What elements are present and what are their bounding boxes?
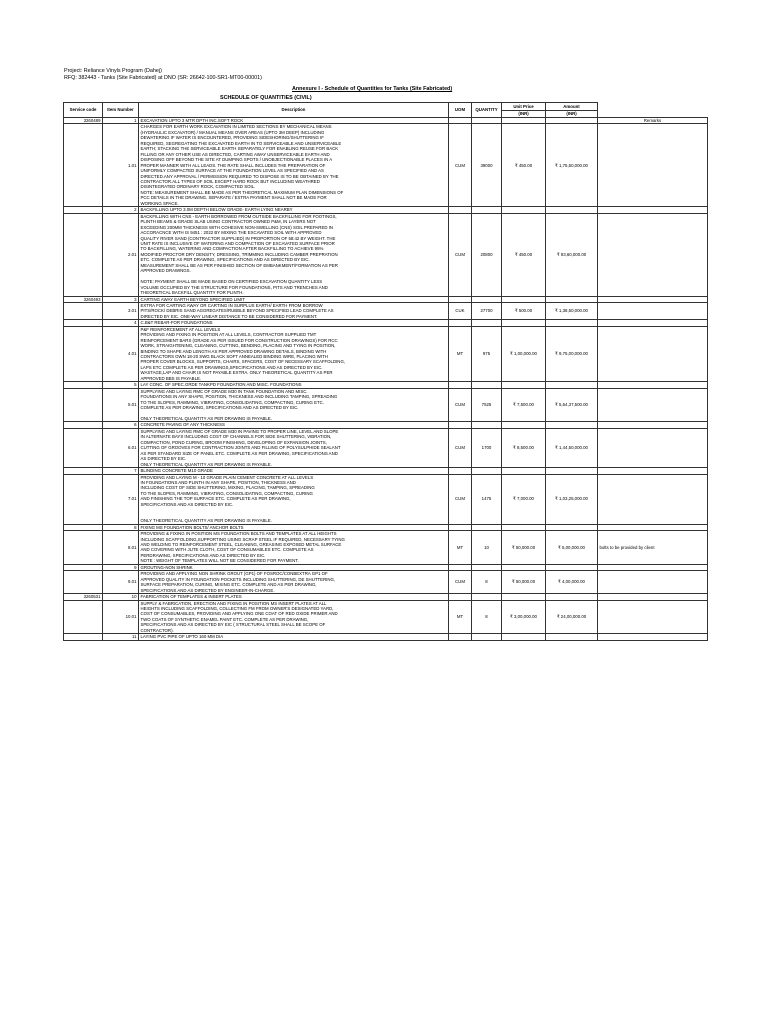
table-row (64, 474, 708, 524)
quantity-cell: 7525 (472, 388, 502, 422)
table-row (64, 124, 708, 207)
description-cell: C.B&T REBAR-FOR FOUNDATIONS (139, 320, 449, 326)
table-row (64, 428, 708, 467)
item-number-cell: 3.01 (103, 302, 139, 319)
uom-cell: CUM (449, 388, 472, 422)
unit-price-cell: ₹ 3,00,000.00 (502, 600, 546, 634)
description-cell: EXTRA FOR CARTING AWAY OR CARTING IN SURPLUS EARTH/ EARTH FROM BORROW PITS/ROCK/ DEBRIS SAND AGGREGATES/RUBBLE BEYOND SPECIFIED LEAD COMPLETE AS DIRECTED BY EIC. ONE-WAY LINEAR DISTANCE TO BE CONSIDERED FOR PAYMENT. (139, 302, 449, 319)
remarks-cell (598, 124, 708, 207)
description-cell: BLINDING CONCRETE M10 GRADE (139, 468, 449, 474)
col-header-unit-price: Unit Price (502, 103, 546, 111)
quantity-cell (472, 634, 502, 640)
item-number-cell: 5.01 (103, 388, 139, 422)
col-header-amount-unit: (INR) (546, 111, 598, 118)
description-cell: P&F REINFORCEMENT AT ALL LEVELS PROVIDING AND FIXING IN POSITION AT ALL LEVELS, CONTRACTOR SUPPLIED TMT REINFORCEMENT BARS (GRADE AS PER ISSUED FOR CONSTRUCTION DRAWINGS) FOR RCC WORK, STRAIGHTENING, CLEANING, CUTTING, BENDING, PLACING AND TYING IN POSITION, BINDING TO SHAPE AND LENGTH AS PER APPROVED DRAWING DETAILS, BINDING WITH CONTRACTORS OWN 18-20 SWG BLACK SOFT ANNEALED BINDING WIRE, PLACING WITH PROPER COVER BLOCKS, SUPPORTS, CHAIRS, SPACERS, COST OF NECESSARY SCAFFOLDING, LAPS ETC COMPLETE AS PER DRAWINGS,SPECIFICATIONS AND AS DIRECTED BY EIC. WASTAGE,LAP AND CHAIR IS NOT PAYABLE EXTRA. ONLY THEORETICAL QUANTITY AS PER APPROVED BBS IS PAYABLE. (139, 326, 449, 382)
item-number-cell: 4 (103, 320, 139, 326)
description-cell: CARTING AWAY EARTH BEYOND SPECIFIED LIMIT (139, 296, 449, 302)
uom-cell: MT (449, 600, 472, 634)
item-number-cell: 10.01 (103, 600, 139, 634)
service-code-cell (64, 474, 103, 524)
item-number-cell: 4.01 (103, 326, 139, 382)
uom-cell (449, 634, 472, 640)
table-row (64, 302, 708, 319)
item-number-cell: 9.01 (103, 571, 139, 594)
service-code-cell (64, 388, 103, 422)
service-code-cell (64, 213, 103, 296)
schedule-title: SCHEDULE OF QUANTITIES (CIVIL) (220, 95, 312, 101)
remarks-cell: bolts to be provided by client (598, 531, 708, 565)
amount-cell: ₹ 24,00,000.00 (546, 600, 598, 634)
remarks-cell (598, 302, 708, 319)
description-cell: CONCRETE PAVING OF ANY THICKNESS (139, 422, 449, 428)
service-code-cell (64, 326, 103, 382)
amount-cell: ₹ 93,60,000.00 (546, 213, 598, 296)
remarks-cell (598, 571, 708, 594)
remarks-cell (598, 213, 708, 296)
description-cell: LAYING PVC PIPE OF UPTO 160 MM DIA (139, 634, 449, 640)
description-cell: SUPPLYING AND LAYING RMC OF GRADE M30 IN PAVING TO PROPER LINE, LEVEL AND SLOPE IN ALTERNATE BAYS INCLUDING COST OF CHANNELS FOR SIDE SHUTTERING, VIBRATION, COMPACTION, POND CURING, BROOM FINISHING, DEVELOPING OF EXPANSION JOINTS, CUTTING OF GROOVES FOR CONTRACTION JOINTS AND FILLING OF POLYSULPHIDE SEALANT AS PER STANDARD SIZE OF PANEL ETC. COMPLETE AS PER DRAWING, SPECIFICATIONS AND AS DIRECTED BY EIC. ONLY THEORETICAL QUANTITY AS PER DRAWING IS PAYABLE. (139, 428, 449, 467)
service-code-cell: 3260489 (64, 118, 103, 124)
amount-cell: ₹ 9,75,00,000.00 (546, 326, 598, 382)
uom-cell: CUM (449, 124, 472, 207)
service-code-cell: 3260493 (64, 296, 103, 302)
uom-cell: CUM (449, 213, 472, 296)
quantity-cell: 39000 (472, 124, 502, 207)
amount-cell: ₹ 1,44,50,000.00 (546, 428, 598, 467)
service-code-cell (64, 634, 103, 640)
amount-cell: ₹ 4,00,000.00 (546, 571, 598, 594)
item-number-cell: 1 (103, 118, 139, 124)
table-row (64, 213, 708, 296)
quantity-cell: 8 (472, 600, 502, 634)
remarks-cell (598, 634, 708, 640)
service-code-cell (64, 124, 103, 207)
unit-price-cell (502, 634, 546, 640)
description-cell: FIXING MS FOUNDATION BOLTS/ ANCHOR BOLTS (139, 524, 449, 530)
description-cell: BACKFILLING UPTO 3.0M DEPTH BELOW GRADE- EARTH LYING NEARBY (139, 207, 449, 213)
col-header-item-number: Item Number (103, 103, 139, 118)
amount-cell: ₹ 1,38,50,000.00 (546, 302, 598, 319)
item-number-cell: 8 (103, 524, 139, 530)
item-number-cell: 11 (103, 634, 139, 640)
amount-cell (546, 634, 598, 640)
description-cell: PROVIDING AND LAYING M - 10 GRADE PLAIN CEMENT CONCRETE AT ALL LEVELS IN FOUNDATIONS AND PLINTH IN ANY SHAPE, POSITION, THICKNESS AND INCLUDING COST OF SIDE SHUTTERING, MIXING, PLACING, TAMPING, SPREADING TO THE SLOPES, RAMMING, VIBRATING, CONSOLIDATING, COMPACTING, CURING AND FINISHING THE TOP SURFACE ETC. COMPLETE AS PER DRAWING, SPECIFICATIONS AND AS DIRECTED BY EIC. ONLY THEORETICAL QUANTITY AS PER DRAWING IS PAYABLE. (139, 474, 449, 524)
description-cell: BACKFILLING WITH CNS - EARTH BORROWED FROM OUTSIDE BACKFILLING FOR FOOTINGS, PLINTH BEAMS & GRADE SLAB USING CONTRACTOR OWNED P&M, IN LAYERS NOT EXCEEDING 200MM THICKNESS WITH COHESIVE NON-SWELLING (CNS) SOIL PREPARED IN ACCORACNCE WITH IS 9451 : 2022 BY MIXING THE EXCAVATED SOIL WITH APPROVED QUALITY RIVER SAND (CONTRACTOR SUPPLIED) IN PROPORTION OF 58:42 BY WEIGHT. THE UNIT RATE IS INCLUSIVE OF WATERING AND COMPACTION OF EXCAVATED SURFACE PRIOR TO BACKFILLING, WATERING AND COMPACTION AFTER BACKFILLING TO ACHIEVE 95% MODIFIED PROCTOR DRY DENSITY, DRESSING, TRIMMING INCLUDING CAMBER PREPRATION ETC. COMPLETE AS PER DRAWING, SPECIFICATIONS AND AS DIRECTED BY EIC. MEASUREMENT SHALL BE AS PER FINISHED SECTION OF EMBANKMENT/FORMATION AS PER APPROVED DRAWINGS. NOTE: PAYMENT SHALL BE MADE BASED ON CERTIFIED EXCAVATION QUANTITY LESS VOLUME OCCUPIED BY THE STRUCTURE FOR FOUNDATIONS, PITS AND TRENCHES AND THEORETICAL BACKFILL QUANTITY FOR PLINTH. (139, 213, 449, 296)
table-row (64, 634, 708, 640)
unit-price-cell: ₹ 7,000.00 (502, 474, 546, 524)
service-code-cell (64, 571, 103, 594)
col-header-service-code: Service code (64, 103, 103, 118)
remarks-cell (598, 428, 708, 467)
item-number-cell: 5 (103, 382, 139, 388)
table-row (64, 571, 708, 594)
item-number-cell: 6 (103, 422, 139, 428)
boq-table (63, 102, 708, 641)
unit-price-cell: ₹ 8,500.00 (502, 428, 546, 467)
annexure-title: Annexure I - Schedule of Quantities for Tanks (Site Fabricated) (292, 86, 453, 92)
rfq-reference: RFQ: 382443 - Tanks (Site Fabricated) at DNO (SR: 26642-100-SR1-MT00-00001) (64, 75, 262, 81)
item-number-cell: 3 (103, 296, 139, 302)
uom-cell: CUM (449, 428, 472, 467)
description-cell: SUPPLYING AND LAYING RMC OF GRADE M30 IN TANK FOUNDATION AND MISC. FOUNDATIONS IN ANY SHAPE, POSITION, THICKNESS AND INCLUDING TAMPING, SPREADING TO THE SLOPES, RAMMING, VIBRATING, CONSOLIDATING, COMPACTING, CURING ETC. COMPLETE AS PER DRAWING, SPECIFICATIONS AND AS DIRECTED BY EIC. ONLY THEORETICAL QUANTITY AS PER DRAWING IS PAYABLE. (139, 388, 449, 422)
uom-cell: CUK (449, 302, 472, 319)
unit-price-cell: ₹ 450.00 (502, 213, 546, 296)
amount-cell: ₹ 1,75,50,000.00 (546, 124, 598, 207)
item-number-cell: 7 (103, 468, 139, 474)
unit-price-cell: ₹ 1,00,000.00 (502, 326, 546, 382)
remarks-header: Remarks (598, 118, 708, 124)
quantity-cell: 20800 (472, 213, 502, 296)
uom-cell: MT (449, 326, 472, 382)
item-number-cell: 2 (103, 207, 139, 213)
col-header-quantity: QUANTITY (472, 103, 502, 118)
unit-price-cell: ₹ 50,000.00 (502, 531, 546, 565)
item-number-cell: 8.01 (103, 531, 139, 565)
description-cell: LAY CONC. OF SPEC.GRDE TANKPD FOUNDATION AND MISC. FOUNDATIONS (139, 382, 449, 388)
table-row (64, 388, 708, 422)
col-header-amount: Amount (546, 103, 598, 111)
boq-body (64, 118, 708, 641)
table-row (64, 531, 708, 565)
uom-cell: MT (449, 531, 472, 565)
table-row (64, 326, 708, 382)
quantity-cell: 8 (472, 571, 502, 594)
project-name: Project: Reliance Vinyls Program (Dahej) (64, 68, 162, 74)
item-number-cell: 9 (103, 564, 139, 570)
uom-cell: CUM (449, 571, 472, 594)
item-number-cell: 10 (103, 594, 139, 600)
quantity-cell: 27700 (472, 302, 502, 319)
quantity-cell: 10 (472, 531, 502, 565)
service-code-cell (64, 531, 103, 565)
remarks-cell (598, 600, 708, 634)
item-number-cell: 7.01 (103, 474, 139, 524)
unit-price-cell: ₹ 50,000.00 (502, 571, 546, 594)
description-cell: FABRICATION OF TEMPLATES & INSERT PLATES (139, 594, 449, 600)
col-header-uom: UOM (449, 103, 472, 118)
remarks-cell (598, 326, 708, 382)
unit-price-cell: ₹ 450.00 (502, 124, 546, 207)
quantity-cell: 975 (472, 326, 502, 382)
description-cell: SUPPLY & FABRICATION, ERECTION AND FIXING IN POSITION MS INSERT PLATES AT ALL HEIGHTS INCLUDING SCAFFOLDING, COLLECTING FM FROM OWNER'S DESIGNATED YARD, COST OF CONSUMABLES, PROVIDING AND APPLYING ONE COAT OF RED OXIDE PRIMER AND TWO COATS OF SYNTHETIC ENAMEL PAINT ETC. COMPLETE AS PER DRAWING, SPECIFICATIONS AND AS DIRECTED BY EIC ( STRUCTURAL STEEL SHALL BE SCOPE OF CONTRACTOR). (139, 600, 449, 634)
remarks-cell (598, 388, 708, 422)
quantity-cell: 1475 (472, 474, 502, 524)
description-cell: PROVIDING & FIXING IN POSITION MS FOUNDATION BOLTS AND TEMPLATES AT ALL HEIGHTS INCLUDING SCAFFOLDING,SUPPORTING USING SCRAP STEEL IF REQUIRED, NECESSARY TYING AND WELDING TO REINFORCEMENT STEEL, CLEANING, GREASING EXPOSED METAL SURFACE AND COVERING WITH JUTE CLOTH, COST OF CONSUMABLES ETC. COMPLETE AS PERDRAWING, SPECIFICATIONS AND AS DIRECTED BY EIC. NOTE : WEIGHT OF TEMPLATES WILL NOT BE CONSIDERED FOR PAYMENT. (139, 531, 449, 565)
quantity-cell: 1700 (472, 428, 502, 467)
description-cell: EXCAVATION UPTO 3 MTR DPTH INC.SOFT ROCK (139, 118, 449, 124)
description-cell: PROVIDING AND APPLYING NON SHRINK GROUT (GP1) OF FOSROC/CONBEXTRA GP1 OF APPROVED QUALITY IN FOUNDATION POCKETS INCLUDING SHUTTERING, DE SHUTTERING, SURFACE PREPARATION, CURING, MIXING ETC. COMPLETE AND AS PER DRAWING, SPECIFICATIONS AND AS DIRECTED BY ENGINEER-IN-CHARGE. (139, 571, 449, 594)
item-number-cell: 2.01 (103, 213, 139, 296)
item-number-cell: 6.01 (103, 428, 139, 467)
uom-cell: CUM (449, 474, 472, 524)
amount-cell: ₹ 1,03,25,000.00 (546, 474, 598, 524)
description-cell: GROUTING-NON SHRINK (139, 564, 449, 570)
amount-cell: ₹ 5,64,37,500.00 (546, 388, 598, 422)
service-code-cell (64, 600, 103, 634)
remarks-cell (598, 474, 708, 524)
service-code-cell (64, 428, 103, 467)
col-header-unit-price-unit: (INR) (502, 111, 546, 118)
item-number-cell: 1.01 (103, 124, 139, 207)
unit-price-cell: ₹ 7,500.00 (502, 388, 546, 422)
col-header-blank (598, 103, 708, 118)
col-header-description: Description (139, 103, 449, 118)
description-cell: CHARGES FOR EARTH WORK EXCAVATION IN LIMITED SECTIONS BY MECHANICAL MEANS (HYDRAULIC EXCAVATOR) / MANUAL MEANS OVER AREAS (UPTO 3M DEEP) INCLUDING DEWATERING IF WATER IS ENCOUNTERED, PROVIDING SIDESHORING/SHUTTERING IF REQUIRED, SEGREGATING THE EXCAVATED EARTH IN TO SERVICEABLE AND UNSERVICEABLE EARTH; STACKING THE SERVICEABLE EARTH SEPARATELY FOR ENABLING REUSE FOR BACK FILLING OR ANY OTHER USE AS DIRECTED, CARTING AWAY UNSERVICEABLE EARTH AND DISPOSING OFF BEYOND THE SITE AT DUMPING SPOTS / UNOBJECTIONABLE PLACES IN A PROPER MANNER WITH ALL LEADS. THE RATE SHALL INCLUDES THE PREPARATION OF UNIFORMLY COMPACTED SURFACE AT THE FOUNDATION LEVEL AS SPECIFIED AND AS DIRECTED.ANY APPROVAL / PERMISSION REQUIRED TO DISPOSE IS TO BE OBTAINED BY THE CONTRACTOR.ALL TYPES OF SOIL EXCEPT HARD ROCK BUT INCLUDING WEATHRED DISINTEGRATED ORDINARY ROCK, COMPACTED SOIL. NOTE: MEASUREMENT SHALL BE MADE AS PER THEORETICAL MAXIMUM PLAN DIMENSIONS OF PCC DETAILS IN THE DRAWING. SEPARATE / EXTRA PAYMENT SHALL NOT BE MADE FOR WORKING SPACE. (139, 124, 449, 207)
service-code-cell (64, 302, 103, 319)
table-row (64, 600, 708, 634)
service-code-cell: 3260531 (64, 594, 103, 600)
unit-price-cell: ₹ 500.00 (502, 302, 546, 319)
amount-cell: ₹ 5,00,000.00 (546, 531, 598, 565)
